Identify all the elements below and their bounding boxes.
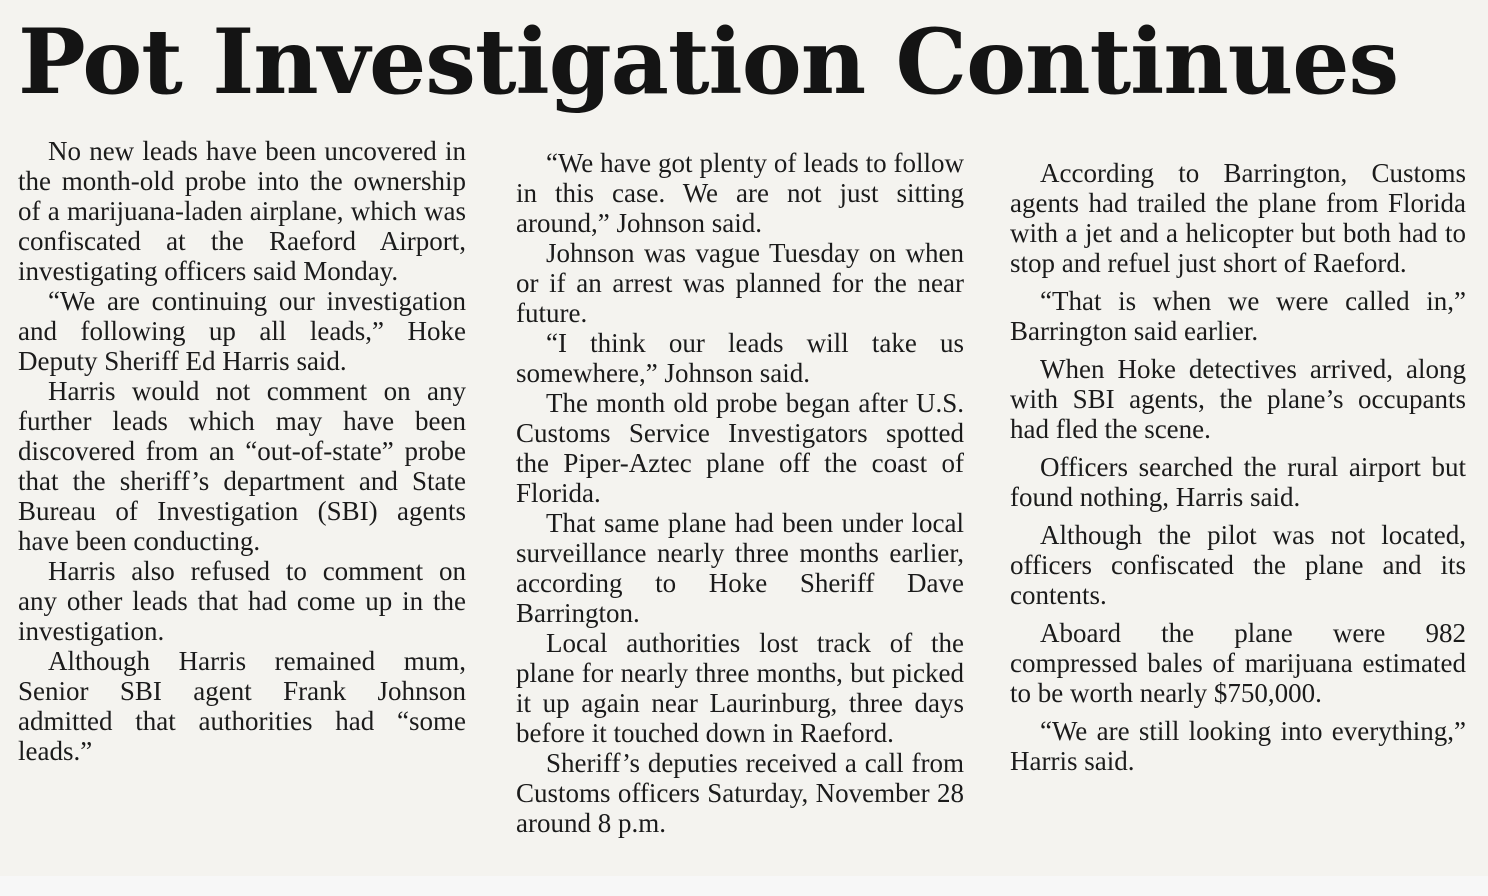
paragraph: “We have got plenty of leads to follow in this case. We are not just sitting around,” Johnson said.: [516, 148, 964, 238]
paragraph: Sheriff’s deputies received a call from Customs officers Saturday, November 28 around 8 p.m.: [516, 748, 964, 838]
article-column-1: [18, 136, 466, 766]
paragraph: “We are still looking into everything,” Harris said.: [1010, 716, 1466, 776]
paragraph: No new leads have been uncovered in the month-old probe into the ownership of a marijuana-laden airplane, which was confiscated at the Raeford Airport, investigating officers said Monday.: [18, 136, 466, 286]
paragraph: That same plane had been under local surveillance nearly three months earlier, according to Hoke Sheriff Dave Barrington.: [516, 508, 964, 628]
paragraph: The month old probe began after U.S. Customs Service Investigators spotted the Piper-Aztec plane off the coast of Florida.: [516, 388, 964, 508]
paragraph: Aboard the plane were 982 compressed bales of marijuana estimated to be worth nearly $750,000.: [1010, 618, 1466, 708]
paragraph: Although Harris remained mum, Senior SBI agent Frank Johnson admitted that authorities had “some leads.”: [18, 646, 466, 766]
paragraph: “That is when we were called in,” Barrington said earlier.: [1010, 286, 1466, 346]
article-column-2: [516, 148, 964, 838]
paragraph: Johnson was vague Tuesday on when or if an arrest was planned for the near future.: [516, 238, 964, 328]
paragraph: Although the pilot was not located, officers confiscated the plane and its contents.: [1010, 520, 1466, 610]
paragraph: According to Barrington, Customs agents had trailed the plane from Florida with a jet and a helicopter but both had to stop and refuel just short of Raeford.: [1010, 158, 1466, 278]
paragraph: Local authorities lost track of the plane for nearly three months, but picked it up again near Laurinburg, three days before it touched down in Raeford.: [516, 628, 964, 748]
paragraph: Officers searched the rural airport but found nothing, Harris said.: [1010, 452, 1466, 512]
page-edge: [0, 876, 1488, 896]
paragraph: “I think our leads will take us somewhere,” Johnson said.: [516, 328, 964, 388]
paragraph: Harris would not comment on any further leads which may have been discovered from an “out-of-state” probe that the sheriff’s department and State Bureau of Investigation (SBI) agents have been conducting.: [18, 376, 466, 556]
headline: Pot Investigation Continues: [18, 9, 1399, 115]
article-column-3: [1010, 158, 1466, 784]
paragraph: When Hoke detectives arrived, along with SBI agents, the plane’s occupants had fled the scene.: [1010, 354, 1466, 444]
paragraph: “We are continuing our investigation and following up all leads,” Hoke Deputy Sheriff Ed Harris said.: [18, 286, 466, 376]
paragraph: Harris also refused to comment on any other leads that had come up in the investigation.: [18, 556, 466, 646]
